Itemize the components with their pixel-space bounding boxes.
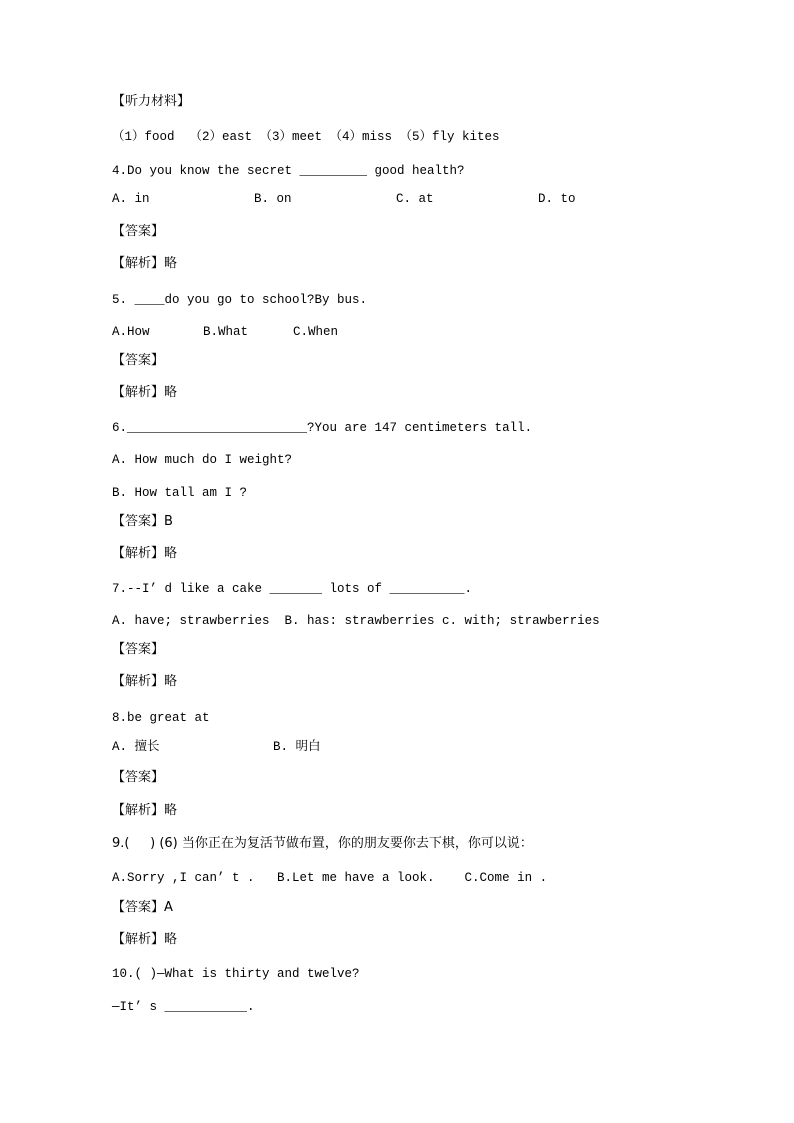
q7-options: A. have; strawberries B. has: strawberries c. with; strawberries: [112, 614, 600, 628]
q6-option-a: A. How much do I weight?: [112, 453, 293, 467]
q8-option-a: A. 擅长: [112, 740, 160, 754]
q6-analysis: 【解析】略: [112, 546, 178, 561]
q4-option-a: A. in: [112, 192, 150, 206]
q9-options: A.Sorry ,I can’ t . B.Let me have a look. C.Come in .: [112, 871, 548, 885]
q5-answer: 【答案】: [112, 353, 165, 368]
q6-option-b: B. How tall am I ?: [112, 486, 248, 500]
section-header: 【听力材料】: [112, 94, 191, 109]
q4-stem: 4.Do you know the secret _________ good health?: [112, 164, 465, 178]
q4-option-b: B. on: [254, 192, 292, 206]
q8-answer: 【答案】: [112, 770, 165, 785]
q4-analysis: 【解析】略: [112, 256, 178, 271]
q4-option-c: C. at: [396, 192, 434, 206]
q9-analysis: 【解析】略: [112, 932, 178, 947]
q6-answer: 【答案】B: [112, 514, 173, 529]
listening-answers: （1）food （2）east （3）meet （4）miss （5）fly kites: [112, 130, 500, 144]
q5-analysis: 【解析】略: [112, 385, 178, 400]
q5-option-c: C.When: [293, 325, 339, 339]
q8-stem: 8.be great at: [112, 711, 210, 725]
q10-stem: 10.( )—What is thirty and twelve?: [112, 967, 360, 981]
q5-stem: 5. ____do you go to school?By bus.: [112, 293, 368, 307]
q8-analysis: 【解析】略: [112, 803, 178, 818]
q10-reply: —It’ s ___________.: [112, 1000, 255, 1014]
q4-answer: 【答案】: [112, 224, 165, 239]
q9-answer: 【答案】A: [112, 900, 173, 915]
q5-option-b: B.What: [203, 325, 249, 339]
q4-option-d: D. to: [538, 192, 576, 206]
q7-stem: 7.--I’ d like a cake _______ lots of __________.: [112, 582, 473, 596]
q5-option-a: A.How: [112, 325, 150, 339]
q8-option-b: B. 明白: [273, 740, 321, 754]
q7-analysis: 【解析】略: [112, 674, 178, 689]
q7-answer: 【答案】: [112, 642, 165, 657]
q6-stem: 6.________________________?You are 147 centimeters tall.: [112, 421, 533, 435]
q9-stem: 9.( ) (6) 当你正在为复活节做布置，你的朋友要你去下棋，你可以说：: [112, 836, 533, 851]
